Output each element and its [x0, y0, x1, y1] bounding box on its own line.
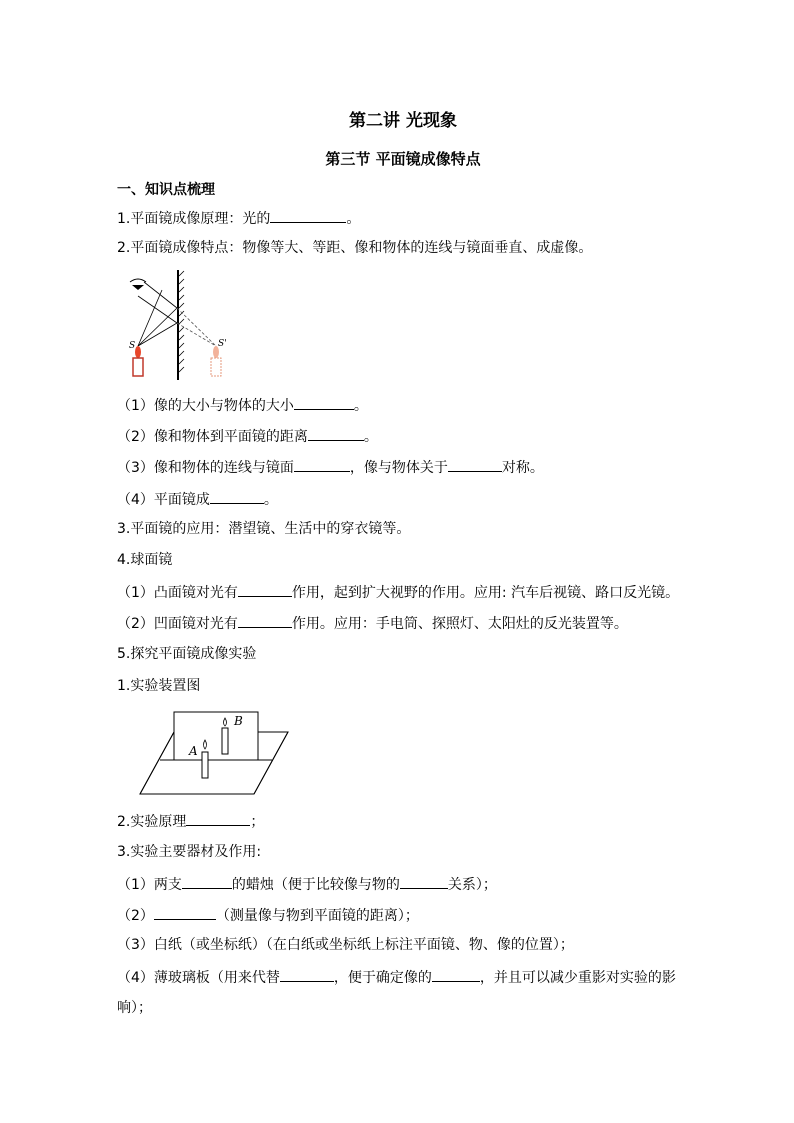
- text: 。: [346, 211, 361, 227]
- eye-icon: [130, 279, 146, 290]
- text: 2.实验原理: [117, 814, 187, 830]
- text: （4）薄玻璃板（用来代替: [117, 970, 280, 986]
- label-s: S: [129, 341, 136, 351]
- experiment-1: 1.实验装置图: [117, 678, 201, 694]
- text: 的蜡烛（便于比较像与物的: [231, 877, 400, 893]
- experiment-3: 3.实验主要器材及作用:: [117, 844, 262, 860]
- text: 。: [353, 398, 368, 414]
- item-2: 2.平面镜成像特点：物像等大、等距、像和物体的连线与镜面垂直、成虚像。: [117, 240, 593, 256]
- convex-mirror: [117, 581, 679, 603]
- text: ；: [250, 814, 265, 830]
- item-1: [117, 207, 360, 229]
- fill-blank[interactable]: [154, 904, 216, 920]
- plane-mirror-diagram: [122, 268, 232, 383]
- fill-blank[interactable]: [448, 456, 502, 472]
- label-a: A: [189, 744, 198, 758]
- text: 作用，起到扩大视野的作用。应用: 汽车后视镜、路口反光镜。: [291, 585, 680, 601]
- page-title: 第二讲 光现象: [349, 111, 457, 131]
- fill-blank[interactable]: [280, 966, 334, 982]
- text: （1）像的大小与物体的大小: [117, 398, 294, 414]
- label-s-prime: S': [218, 339, 227, 349]
- text: ，便于确定像的: [333, 970, 432, 986]
- material-3: （3）白纸（或坐标纸）（在白纸或坐标纸上标注平面镜、物、像的位置）；: [117, 937, 574, 953]
- text: ，像与物体关于: [349, 460, 448, 476]
- text: （4）平面镜成: [117, 492, 210, 508]
- text: 1.平面镜成像原理：光的: [117, 211, 271, 227]
- fill-blank[interactable]: [294, 456, 350, 472]
- text: 。: [263, 492, 278, 508]
- text: 关系）；: [447, 877, 497, 893]
- fill-blank[interactable]: [270, 207, 346, 223]
- fill-blank[interactable]: [308, 425, 364, 441]
- material-4: [117, 966, 676, 988]
- fill-blank[interactable]: [238, 581, 292, 597]
- fill-blank[interactable]: [432, 966, 480, 982]
- fill-blank[interactable]: [186, 810, 250, 826]
- item-3: 3.平面镜的应用：潜望镜、生活中的穿衣镜等。: [117, 521, 411, 537]
- text: （1）两支: [117, 877, 182, 893]
- concave-mirror: [117, 612, 628, 634]
- label-b: B: [234, 714, 243, 728]
- text: （2）: [117, 908, 154, 924]
- candle-image: [211, 346, 221, 376]
- property-1: [117, 394, 368, 416]
- text: （1）凸面镜对光有: [117, 585, 238, 601]
- virtual-rays: [177, 308, 216, 346]
- text: （2）像和物体到平面镜的距离: [117, 429, 308, 445]
- item-5: 5.探究平面镜成像实验: [117, 646, 257, 662]
- fill-blank[interactable]: [294, 394, 354, 410]
- glass-plate: [174, 712, 258, 760]
- property-2: [117, 425, 378, 447]
- fill-blank[interactable]: [238, 612, 292, 628]
- material-2: [117, 904, 419, 926]
- property-3: [117, 456, 544, 478]
- text: 。: [363, 429, 378, 445]
- mirror-hatching: [179, 271, 184, 372]
- light-rays: [138, 282, 177, 346]
- fill-blank[interactable]: [182, 873, 232, 889]
- material-4-cont: 响）；: [117, 1000, 152, 1016]
- fill-blank[interactable]: [400, 873, 448, 889]
- experiment-setup-diagram: [138, 706, 292, 802]
- text: （2）凹面镜对光有: [117, 616, 238, 632]
- property-4: [117, 488, 278, 510]
- text: ，并且可以减少重影对实验的影: [479, 970, 676, 986]
- experiment-2: [117, 810, 264, 832]
- text: （3）像和物体的连线与镜面: [117, 460, 294, 476]
- material-1: [117, 873, 497, 895]
- section-heading: 一、知识点梳理: [117, 182, 215, 198]
- text: （测量像与物到平面镜的距离）；: [215, 908, 419, 924]
- text: 对称。: [501, 460, 544, 476]
- section-title: 第三节 平面镜成像特点: [325, 150, 481, 168]
- item-4: 4.球面镜: [117, 552, 173, 568]
- fill-blank[interactable]: [210, 488, 264, 504]
- text: 作用。应用：手电筒、探照灯、太阳灶的反光装置等。: [291, 616, 628, 632]
